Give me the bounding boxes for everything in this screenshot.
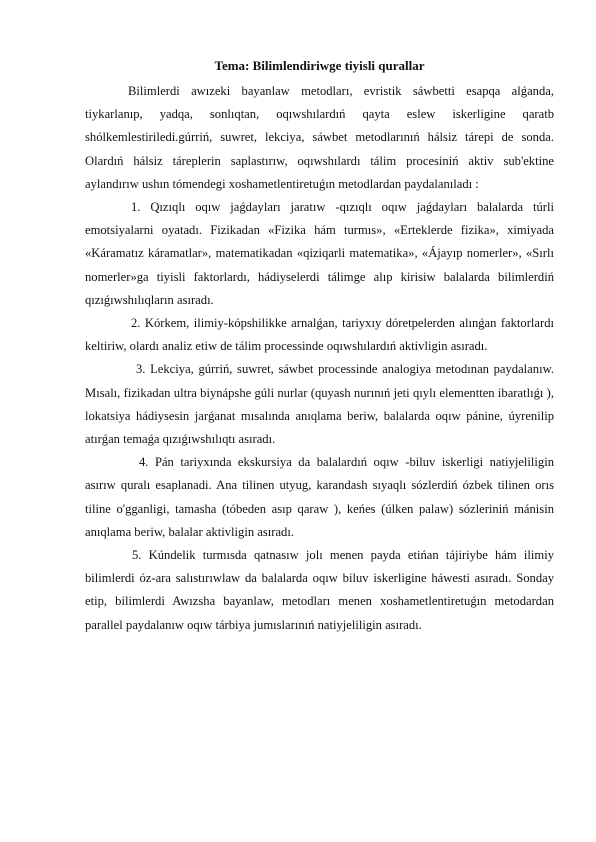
paragraph-item-4: 4. Pán tariyxında ekskursiya da balalardıń oqıw -biluv iskerligi natiyjeliligin asırıw quralı esaplanadi. Ana tilinen utyug, karandash sıyaqlı sózlerdiń ózbek tilinen orıs tiline o'gganligi, tamasha (tóbeden asıp qaraw ), keńes (úlken palaw) sózleriniń mánisin anıqlama beriw, balalar aktivligin asıradı. (85, 455, 554, 539)
paragraph-item-3: 3. Lekciya, gúrriń, suwret, sáwbet processinde analogiya metodınan paydalanıw. Mısalı, fizikadan ultra biynápshe gúli nurlar (quyash nurınıń jeti qıylı elementten ibaratlıǵı ), lokatsiya hádiysesin jarǵanat mısalında anıqlama beriw, balalarda oqıw pánine, úyrenilip atırǵan temaǵa qızıǵıwshılıqtı asıradı. (85, 362, 554, 447)
paragraph-item-5: 5. Kúndelik turmısda qatnasıw jolı menen payda etińan tájiriybe hám ilimiy bilimlerdi óz-ara salıstırıwlaw da balalarda oqıw biluv iskerligine háwesti asıradı. Sonday etip, bilimlerdi Awızsha bayanlaw, metodları menen xoshametlentiretuǵın metodardan parallel paydalanıw oqıw tárbiya jumıslarınıń natiyjeliligin asıradı. (85, 548, 554, 632)
paragraph-item-2: 2. Kórkem, ilimiy-kópshilikke arnalǵan, tariyxıy dóretpelerden alınǵan faktorlardı keltiriw, olardı analiz etiw de tálim processinde oqıwshılardıń aktivligin asıradı. (85, 316, 554, 354)
intro-paragraph: Bilimlerdi awızeki bayanlaw metodları, evristik sáwbetti esapqa alǵanda, tiykarlanıp, yadqa, sonlıqtan, oqıwshılardıń qayta eslew iskerligine qaratb shólkemlestiriledi.gúrriń, suwret, lekciya, sáwbet metodlarınıń hálsiz tárepi de sonda. Olardıń hálsiz táreplerin saplastırıw, oqıwshılardı tálim procesiniń aktiv sub'ektine aylandırıw ushın tómendegi xoshametlentiretuǵın metodlardan paydalanıladı : (85, 84, 554, 191)
paragraph-item-1: 1. Qızıqlı oqıw jaǵdayları jaratıw -qızıqlı oqıw jaǵdayları balalarda túrli emotsiyalarni oyatadı. Fizikadan «Fizika hám turmıs», «Erteklerde fizika», ximiyada «Káramatız káramatlar», matematikadan «qiziqarli matematika», «Ájayıp nomerler», «Sırlı nomerler»ga tiyisli faktorlardı, hádiyselerdi tálimge alıp kirisiw balalarda bilimlerdiń qızıǵıwshılıqların asıradı. (85, 200, 554, 307)
document-title: Tema: Bilimlendiriwge tiyisli qurallar (214, 58, 425, 73)
document-page (85, 58, 554, 637)
